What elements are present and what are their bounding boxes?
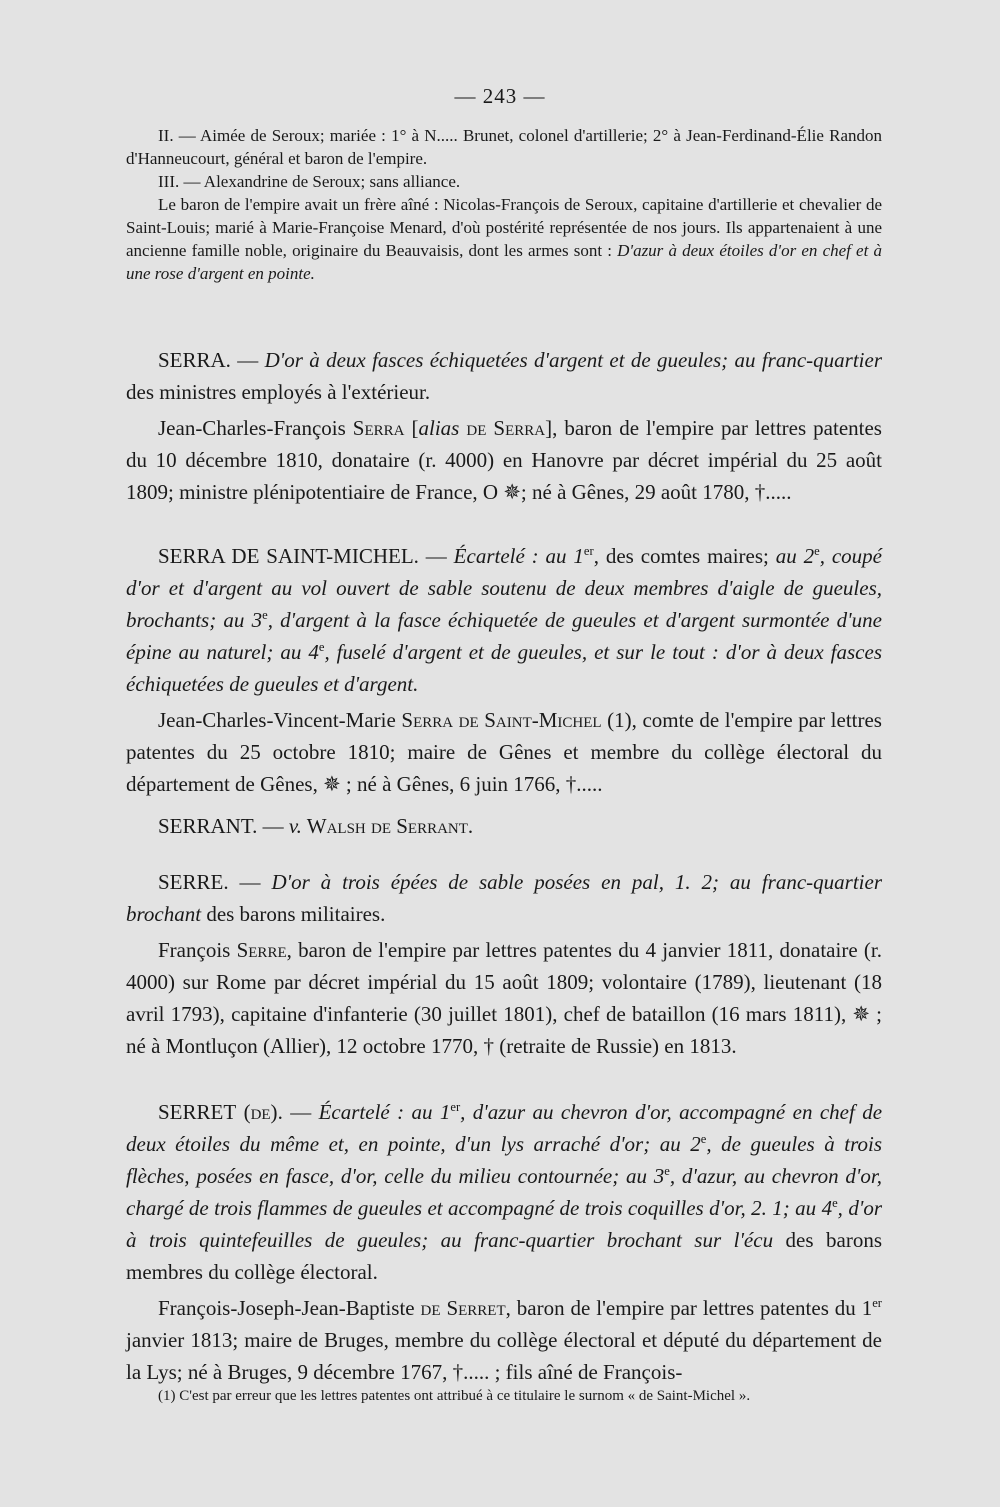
- ssm-sup-4: e: [318, 640, 325, 654]
- ssm-bio-text-b: (1), comte de l'empire par lettres patentes du 25 octobre 1810; maire de Gênes et membre du collège électoral du département de Gênes, ✵ ; né à Gênes, 6 juin 1766, †.....: [126, 708, 882, 796]
- seroux-arms: D'azur à deux étoiles d'or en chef et à une rose d'argent en pointe.: [126, 241, 882, 283]
- serra-blazon: D'or à deux fasces échiquetées d'argent et de gueules; au franc-quartier: [264, 348, 882, 372]
- serre-bio-text-a: François: [158, 938, 237, 962]
- serre-name: SERRE.: [158, 870, 229, 894]
- ssm-sup-3: e: [262, 608, 268, 622]
- serret-sup-4: e: [832, 1196, 838, 1210]
- serret-sup-2: e: [700, 1132, 707, 1146]
- entry-serra-de-saint-michel: [126, 540, 882, 800]
- serrant-see: v.: [288, 814, 302, 838]
- serra-bio-text-c: ], baron de l'empire par lettres patentes du 10 décembre 1810, donataire (r. 4000) en Hanovre par décret impérial du 25 août 1809; ministre plénipotentiaire de France, O ✵; né à Gênes, 29 août 1780, †.....: [126, 416, 882, 504]
- serra-biography: [126, 412, 882, 508]
- serra-name: SERRA.: [158, 348, 231, 372]
- ssm-blazon-3: au 2: [775, 544, 815, 568]
- ssm-sup-1: er: [583, 544, 594, 558]
- ssm-blazon-4: , coupé d'or et d'argent au vol ouvert de sable soutenu de deux membres d'aigle de gueules, brochants; au 3: [126, 544, 882, 632]
- paragraph-alexandrine: III. — Alexandrine de Seroux; sans alliance.: [158, 172, 461, 191]
- page-number: — 243 —: [454, 84, 546, 108]
- serra-bio-text-a: Jean-Charles-François: [158, 416, 353, 440]
- serra-bio-text-b: [: [404, 416, 419, 440]
- entry-serra: [126, 344, 882, 508]
- serret-bio-text-a: François-Joseph-Jean-Baptiste: [158, 1296, 421, 1320]
- serret-sup-3: e: [664, 1164, 670, 1178]
- entry-serret: [126, 1096, 882, 1388]
- serra-surname: Serra: [352, 416, 405, 440]
- serra-blazon-tail: des ministres employés à l'extérieur.: [126, 380, 431, 404]
- serra-saint-michel-heading: [126, 540, 882, 700]
- serret-blazon-5: , d'or à trois quintefeuilles de gueules; au franc-quartier brochant sur l'écu: [126, 1196, 882, 1252]
- footnote-text: (1) C'est par erreur que les lettres patentes ont attribué à ce titulaire le surnom « de Saint-Michel ».: [158, 1388, 751, 1404]
- ssm-sup-2: e: [814, 544, 820, 558]
- serret-sup-1: er: [450, 1100, 461, 1114]
- serret-blazon-2: , d'azur au chevron d'or, accompagné en chef de deux étoiles du même et, en pointe, d'un lys arraché d'or; au 2: [126, 1100, 883, 1156]
- ssm-surname: Serra de Saint-Michel: [401, 708, 602, 732]
- serret-particle: (de): [236, 1100, 278, 1124]
- serra-alias: alias: [418, 416, 460, 440]
- serret-bio-sup: er: [872, 1296, 882, 1310]
- serre-surname: Serre: [236, 938, 287, 962]
- serrant-name: SERRANT.: [158, 814, 258, 838]
- serret-bio-text-b: , baron de l'empire par lettres patentes du 1: [505, 1296, 873, 1320]
- paragraph-seroux-brother: [126, 193, 882, 285]
- ssm-blazon-5: , d'argent à la fasce échiquetée de gueules et d'argent surmontée d'une épine au naturel; au 4: [126, 608, 882, 664]
- serret-blazon-4: , d'azur, au chevron d'or, chargé de trois flammes de gueules et accompagné de trois coquilles d'or, 2. 1; au 4: [126, 1164, 882, 1220]
- ssm-blazon-6: , fuselé d'argent et de gueules, et sur le tout : d'or à deux fasces échiquetées de gueules et d'argent.: [126, 640, 882, 696]
- serre-dash: —: [228, 870, 272, 894]
- serre-blazon: D'or à trois épées de sable posées en pal, 1. 2; au franc-quartier brochant: [126, 870, 883, 926]
- entry-serrant: [126, 810, 882, 842]
- serre-blazon-tail: des barons militaires.: [201, 902, 386, 926]
- serra-saint-michel-dash: —: [418, 544, 454, 568]
- serra-alias-name: de Serra: [459, 416, 546, 440]
- serre-bio-text-b: , baron de l'empire par lettres patentes du 4 janvier 1811, donataire (r. 4000) sur Rome par décret impérial du 15 août 1809; volontaire (1789), lieutenant (18 avril 1793), capitaine d'infanterie (30 juillet 1801), chef de bataillon (16 mars 1811), ✵ ; né à Montluçon (Allier), 12 octobre 1770, † (retraite de Russie) en 1813.: [126, 938, 882, 1058]
- serret-surname: de Serret: [420, 1296, 506, 1320]
- seroux-brother-text: Le baron de l'empire avait un frère aîné : Nicolas-François de Seroux, capitaine d'artillerie et chevalier de Saint-Louis; marié à Marie-Françoise Menard, d'où postérité représentée de nos jours. Ils appartenaient à une ancienne famille noble, originaire du Beauvaisis, dont les armes sont :: [126, 195, 882, 260]
- ssm-blazon-2: , des comtes maires;: [593, 544, 776, 568]
- paragraph-aimee: II. — Aimée de Seroux; mariée : 1° à N..... Brunet, colonel d'artillerie; 2° à Jean-Ferdinand-Élie Randon d'Hanneucourt, général et baron de l'empire.: [126, 126, 882, 168]
- serret-dash: . —: [277, 1100, 319, 1124]
- serrant-dash: —: [257, 814, 289, 838]
- serret-bio-text-c: janvier 1813; maire de Bruges, membre du collège électoral et député du département de la Lys; né à Bruges, 9 décembre 1767, †..... ; fils aîné de François-: [126, 1328, 882, 1384]
- serret-blazon-3: , de gueules à trois flèches, posées en fasce, d'or, celle du milieu contournée; au 3: [126, 1132, 882, 1188]
- serrant-cross-reference: Walsh de Serrant.: [301, 814, 474, 838]
- footnote: [126, 1386, 882, 1407]
- serra-saint-michel-biography: [126, 704, 882, 800]
- ssm-bio-text-a: Jean-Charles-Vincent-Marie: [158, 708, 402, 732]
- ssm-blazon-1: Écartelé : au 1: [453, 544, 584, 568]
- serra-saint-michel-name: SERRA DE SAINT-MICHEL.: [158, 544, 419, 568]
- serret-name: SERRET: [158, 1100, 237, 1124]
- serret-heading: [126, 1096, 882, 1288]
- entry-serre: [126, 866, 882, 1062]
- seroux-continuation: [126, 124, 882, 285]
- serre-heading: [126, 866, 882, 930]
- serret-biography: [126, 1292, 882, 1388]
- serrant-heading: [126, 810, 882, 842]
- serret-blazon-1: Écartelé : au 1: [318, 1100, 451, 1124]
- serret-blazon-tail: des barons membres du collège électoral.: [126, 1228, 882, 1284]
- serre-biography: [126, 934, 882, 1062]
- serra-dash: —: [230, 348, 265, 372]
- serra-heading: [126, 344, 882, 408]
